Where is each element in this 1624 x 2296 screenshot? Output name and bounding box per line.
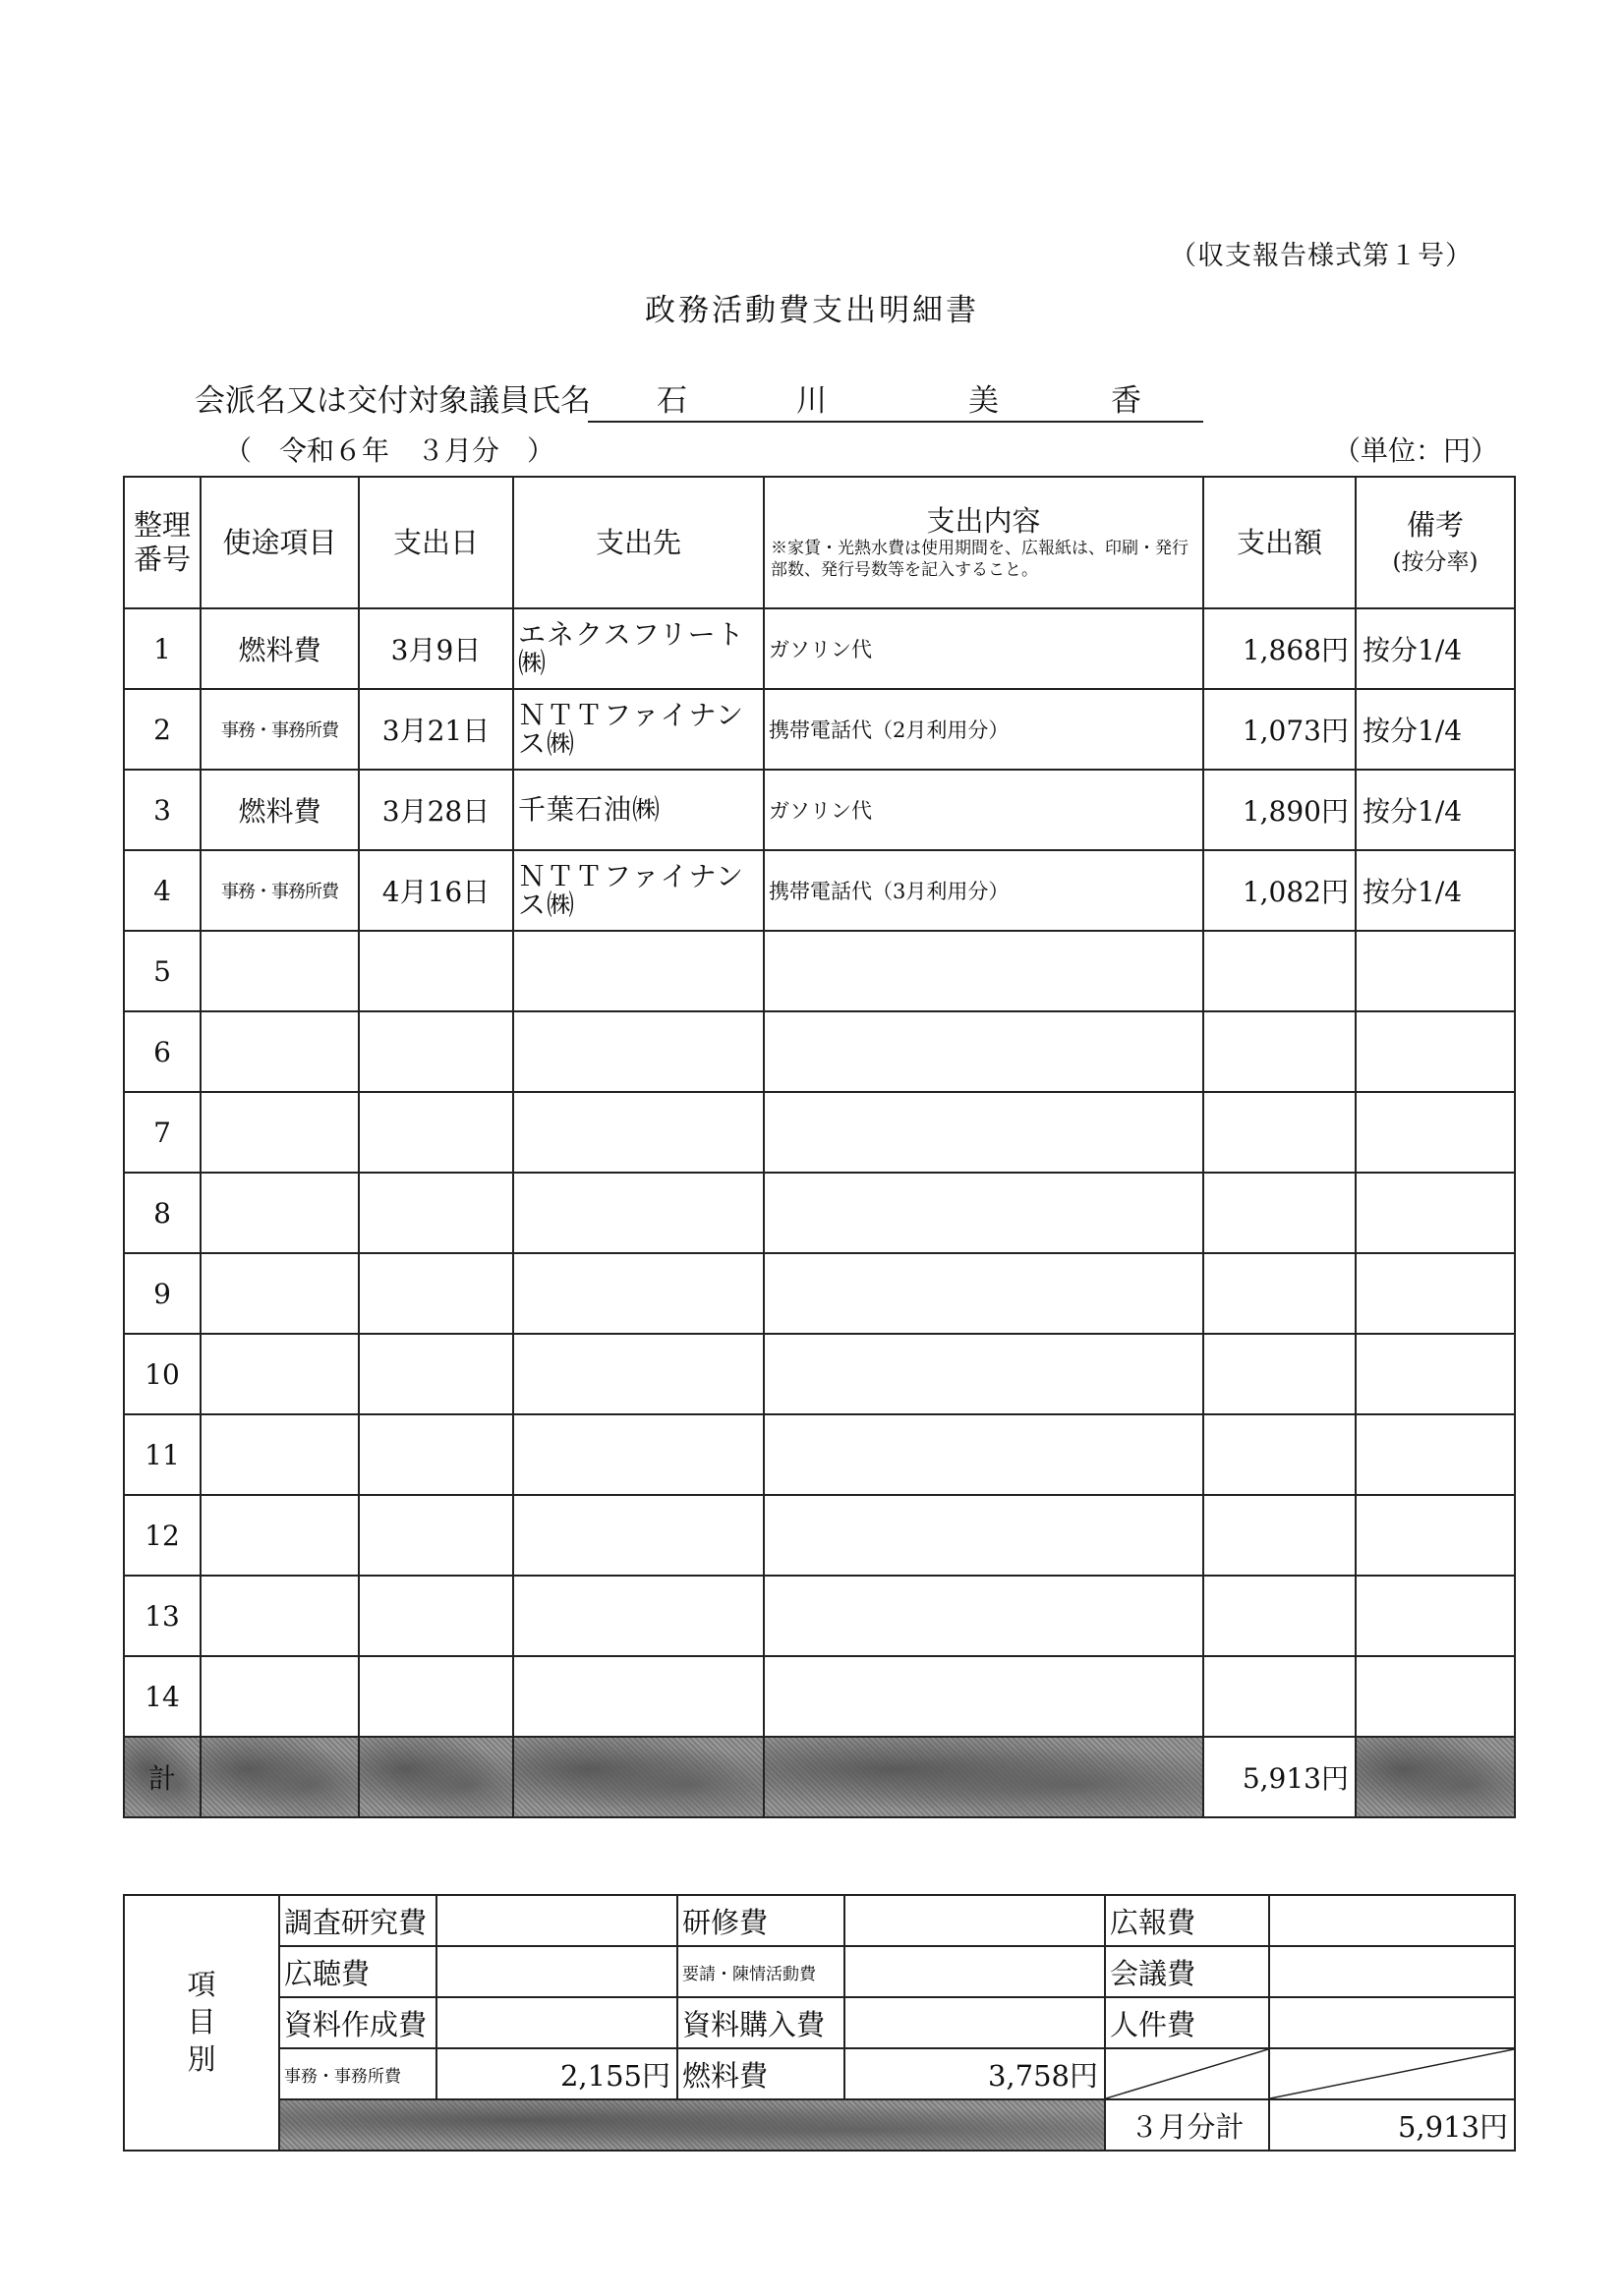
row-remarks: [1356, 1173, 1515, 1253]
row-content: [764, 1011, 1203, 1092]
row-no: 8: [124, 1173, 201, 1253]
personnel-label: 人件費: [1105, 1997, 1269, 2048]
row-amount: 1,073円: [1203, 689, 1356, 770]
table-row: [124, 1092, 1515, 1173]
row-remarks: [1356, 1334, 1515, 1414]
month-total-label: ３月分計: [1105, 2099, 1269, 2151]
row-no: 11: [124, 1414, 201, 1495]
row-content: ガソリン代: [764, 770, 1203, 850]
row-remarks: [1356, 1656, 1515, 1737]
crossed-out-cell: [1269, 2048, 1515, 2099]
row-date: 3月28日: [359, 770, 513, 850]
row-date: [359, 1334, 513, 1414]
row-payee: 千葉石油㈱: [513, 770, 764, 850]
summary-side-label: [124, 1895, 279, 2151]
row-amount: [1203, 1656, 1356, 1737]
row-no: 2: [124, 689, 201, 770]
header-category: 使途項目: [201, 477, 359, 608]
form-number: （収支報告様式第１号）: [1170, 241, 1473, 271]
row-content: [764, 1253, 1203, 1334]
header-payee: 支出先: [513, 477, 764, 608]
row-amount: 1,868円: [1203, 608, 1356, 689]
row-category: [201, 1656, 359, 1737]
unit-label: （単位：円）: [1333, 434, 1499, 467]
table-row: [124, 689, 1515, 770]
training-value: [844, 1895, 1105, 1946]
meeting-value: [1269, 1946, 1515, 1997]
table-row: [124, 1173, 1515, 1253]
row-date: 4月16日: [359, 850, 513, 931]
office-amount: 2,155円: [436, 2048, 677, 2099]
expense-table: [123, 476, 1516, 1818]
month-total-amount: 5,913円: [1269, 2099, 1515, 2151]
row-payee: [513, 1576, 764, 1656]
table-header-row: [124, 477, 1515, 608]
row-payee: [513, 1092, 764, 1173]
row-remarks: [1356, 931, 1515, 1011]
materials-purchase-value: [844, 1997, 1105, 2048]
name-char-1: 石: [657, 383, 687, 419]
materials-making-value: [436, 1997, 677, 2048]
training-label: 研修費: [677, 1895, 844, 1946]
pr-value: [1269, 1895, 1515, 1946]
personnel-value: [1269, 1997, 1515, 2048]
row-content: [764, 1495, 1203, 1576]
header-content-title: 支出内容: [926, 503, 1041, 538]
row-remarks: 按分1/4: [1356, 689, 1515, 770]
table-row: [124, 1576, 1515, 1656]
header-remarks-sub: (按分率): [1392, 549, 1479, 575]
row-payee: [513, 1011, 764, 1092]
row-date: [359, 1173, 513, 1253]
row-content: 携帯電話代（3月利用分）: [764, 850, 1203, 931]
row-amount: [1203, 1253, 1356, 1334]
header-content: [764, 477, 1203, 608]
summary-row: [124, 2048, 1515, 2099]
row-amount: [1203, 1334, 1356, 1414]
row-no: 6: [124, 1011, 201, 1092]
document-title: 政務活動費支出明細書: [645, 293, 979, 328]
summary-row: [124, 1946, 1515, 1997]
header-remarks: [1356, 477, 1515, 608]
row-category: [201, 1253, 359, 1334]
row-remarks: 按分1/4: [1356, 608, 1515, 689]
row-content: [764, 1173, 1203, 1253]
row-content: [764, 1334, 1203, 1414]
row-amount: [1203, 1092, 1356, 1173]
total-shaded-cell: [1356, 1737, 1515, 1817]
row-payee: [513, 1656, 764, 1737]
row-amount: 1,082円: [1203, 850, 1356, 931]
total-label: 計: [124, 1737, 201, 1817]
row-no: 4: [124, 850, 201, 931]
row-remarks: [1356, 1414, 1515, 1495]
row-category: 燃料費: [201, 770, 359, 850]
row-content: [764, 1656, 1203, 1737]
row-amount: [1203, 1576, 1356, 1656]
row-content: [764, 1576, 1203, 1656]
row-no: 13: [124, 1576, 201, 1656]
row-remarks: [1356, 1495, 1515, 1576]
crossed-out-cell: [1105, 2048, 1269, 2099]
research-label: 調査研究費: [279, 1895, 436, 1946]
row-category: 事務・事務所費: [201, 689, 359, 770]
row-payee: [513, 1495, 764, 1576]
name-label: 会派名又は交付対象議員氏名: [195, 383, 591, 419]
table-row: [124, 1334, 1515, 1414]
row-amount: [1203, 1414, 1356, 1495]
row-content: ガソリン代: [764, 608, 1203, 689]
petition-value: [844, 1946, 1105, 1997]
row-no: 7: [124, 1092, 201, 1173]
fuel-amount: 3,758円: [844, 2048, 1105, 2099]
row-no: 3: [124, 770, 201, 850]
row-amount: 1,890円: [1203, 770, 1356, 850]
hearing-value: [436, 1946, 677, 1997]
row-remarks: 按分1/4: [1356, 850, 1515, 931]
header-no-line1: 整理: [133, 508, 191, 543]
summary-row: [124, 1895, 1515, 1946]
side-char-2: 目: [187, 2005, 216, 2039]
office-label: 事務・事務所費: [279, 2048, 436, 2099]
row-content: 携帯電話代（2月利用分）: [764, 689, 1203, 770]
row-payee: [513, 1173, 764, 1253]
row-category: 事務・事務所費: [201, 850, 359, 931]
header-no: [124, 477, 201, 608]
row-category: [201, 931, 359, 1011]
side-char-1: 項: [187, 1968, 216, 2002]
table-row: [124, 1011, 1515, 1092]
row-category: [201, 1414, 359, 1495]
diagonal-line: [1106, 2049, 1268, 2098]
table-row: [124, 1414, 1515, 1495]
name-underline: [588, 421, 1203, 423]
row-category: [201, 1011, 359, 1092]
petition-label: 要請・陳情活動費: [677, 1946, 844, 1997]
row-date: [359, 1414, 513, 1495]
row-category: [201, 1495, 359, 1576]
row-date: [359, 931, 513, 1011]
header-date: 支出日: [359, 477, 513, 608]
row-no: 12: [124, 1495, 201, 1576]
row-amount: [1203, 1495, 1356, 1576]
diagonal-line: [1270, 2049, 1514, 2098]
row-amount: [1203, 1011, 1356, 1092]
row-date: [359, 1253, 513, 1334]
row-date: [359, 1092, 513, 1173]
row-payee: [513, 1253, 764, 1334]
total-shaded-cell: [359, 1737, 513, 1817]
header-remarks-title: 備考: [1406, 508, 1464, 543]
name-char-4: 香: [1111, 383, 1141, 419]
materials-purchase-label: 資料購入費: [677, 1997, 844, 2048]
row-content: [764, 931, 1203, 1011]
summary-total-row: [124, 2099, 1515, 2151]
row-remarks: [1356, 1011, 1515, 1092]
row-remarks: 按分1/4: [1356, 770, 1515, 850]
row-no: 1: [124, 608, 201, 689]
row-remarks: [1356, 1576, 1515, 1656]
row-payee: エネクスフリート㈱: [513, 608, 764, 689]
row-payee: ＮＴＴファイナンス㈱: [513, 689, 764, 770]
row-payee: ＮＴＴファイナンス㈱: [513, 850, 764, 931]
row-category: 燃料費: [201, 608, 359, 689]
table-row: [124, 850, 1515, 931]
table-row: [124, 770, 1515, 850]
materials-making-label: 資料作成費: [279, 1997, 436, 2048]
row-date: 3月9日: [359, 608, 513, 689]
table-row: [124, 931, 1515, 1011]
total-amount: 5,913円: [1203, 1737, 1356, 1817]
row-category: [201, 1173, 359, 1253]
row-payee: [513, 1334, 764, 1414]
summary-row: [124, 1997, 1515, 2048]
row-date: [359, 1576, 513, 1656]
fuel-label: 燃料費: [677, 2048, 844, 2099]
row-no: 14: [124, 1656, 201, 1737]
row-date: [359, 1656, 513, 1737]
research-value: [436, 1895, 677, 1946]
row-date: [359, 1495, 513, 1576]
table-row: [124, 608, 1515, 689]
row-payee: [513, 931, 764, 1011]
row-no: 5: [124, 931, 201, 1011]
table-row: [124, 1495, 1515, 1576]
total-shaded-cell: [513, 1737, 764, 1817]
side-char-3: 別: [187, 2041, 216, 2076]
meeting-label: 会議費: [1105, 1946, 1269, 1997]
row-remarks: [1356, 1092, 1515, 1173]
row-category: [201, 1092, 359, 1173]
row-amount: [1203, 931, 1356, 1011]
row-remarks: [1356, 1253, 1515, 1334]
row-content: [764, 1414, 1203, 1495]
row-content: [764, 1092, 1203, 1173]
total-shaded-cell: [201, 1737, 359, 1817]
period: （ 令和６年 ３月分 ）: [224, 434, 555, 467]
name-char-2: 川: [796, 383, 827, 419]
row-category: [201, 1576, 359, 1656]
name-char-3: 美: [968, 383, 999, 419]
header-content-note: ※家賃・光熱水費は使用期間を、広報紙は、印刷・発行部数、発行号数等を記入すること。: [771, 539, 1189, 581]
row-date: [359, 1011, 513, 1092]
row-no: 9: [124, 1253, 201, 1334]
summary-shaded-cell: [279, 2099, 1105, 2151]
row-payee: [513, 1414, 764, 1495]
header-amount: 支出額: [1203, 477, 1356, 608]
row-date: 3月21日: [359, 689, 513, 770]
category-summary-table: [123, 1894, 1516, 2152]
pr-label: 広報費: [1105, 1895, 1269, 1946]
table-row: [124, 1656, 1515, 1737]
row-category: [201, 1334, 359, 1414]
total-row: [124, 1737, 1515, 1817]
total-shaded-cell: [764, 1737, 1203, 1817]
row-amount: [1203, 1173, 1356, 1253]
row-no: 10: [124, 1334, 201, 1414]
header-no-line2: 番号: [133, 543, 191, 576]
hearing-label: 広聴費: [279, 1946, 436, 1997]
table-row: [124, 1253, 1515, 1334]
